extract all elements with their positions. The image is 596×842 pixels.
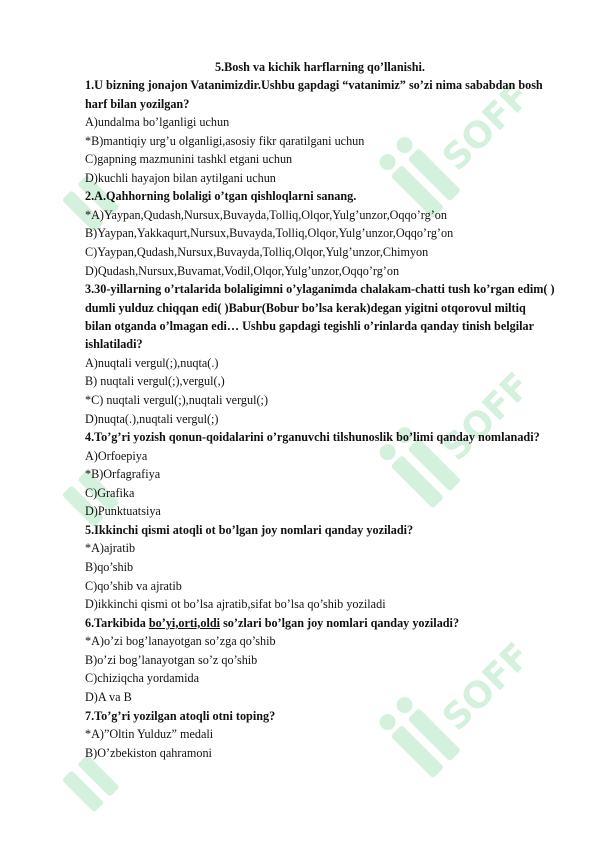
answer-option: C)Grafika: [85, 485, 135, 500]
answer-option: *B)Orfagrafiya: [85, 467, 161, 482]
document-title: 5.Bosh va kichik harflarning qo’llanishi.: [215, 60, 425, 74]
answer-option: *C) nuqtali vergul(;),nuqtali vergul(;): [85, 392, 269, 407]
svg-text:SOFF: SOFF: [434, 365, 539, 470]
answer-option: *B)mantiqiy urg’u olganligi,asosiy fikr qaratilgani uchun: [85, 133, 365, 148]
answer-option: C)gapning mazmunini tashkl etgani uchun: [85, 152, 293, 167]
question-block: [85, 614, 555, 707]
question-block: [85, 707, 555, 763]
document-page: [85, 58, 555, 762]
answer-option: B)O’zbekiston qahramoni: [85, 745, 212, 760]
question-text: 3.30-yillarning o’rtalarida bolaligimni o’ylaganimda chalakam-chatti tush ko’rgan edim( ) dumli yulduz chiqqan edi( )Babur(Bobur bo’lsa kerak)degan yigitni otqorovul miltiq bilan otganda o’lmagan edi… Ushbu gapdagi tegishli o’rinlarda qanday tinish belgilar ishlatiladi?: [85, 282, 555, 352]
answer-option: D)ikkinchi qismi ot bo’lsa ajratib,sifat bo’lsa qo’shib yoziladi: [85, 597, 386, 612]
answer-option: D)A va B: [85, 689, 132, 704]
question-text: 4.To’g’ri yozish qonun-qoidalarini o’rganuvchi tilshunoslik bo’limi qanday nomlanadi?: [85, 430, 540, 445]
question-text: 1.U bizning jonajon Vatanimizdir.Ushbu gapdagi “vatanimiz” so’zi nima sababdan bosh harf bilan yozilgan?: [85, 78, 543, 111]
question-text: 7.To’g’ri yozilgan atoqli otni toping?: [85, 708, 276, 723]
question-block: [85, 76, 555, 187]
answer-option: D)Qudash,Nursux,Buvamat,Vodil,Olqor,Yulg’unzor,Oqqo’rg’on: [85, 263, 400, 278]
question-text-pre: 6.Tarkibida: [85, 615, 149, 630]
answer-option: A)undalma bo’lganligi uchun: [85, 115, 230, 130]
answer-option: *A)”Oltin Yulduz” medali: [85, 726, 214, 741]
question-block: [85, 428, 555, 521]
question-text: [85, 614, 555, 632]
question-text: 5.Ikkinchi qismi atoqli ot bo’lgan joy nomlari qanday yoziladi?: [85, 522, 414, 537]
answer-option: C)qo’shib va ajratib: [85, 578, 182, 593]
question-block: [85, 187, 555, 280]
answer-option: *A)o’zi bog’lanayotgan so’zga qo’shib: [85, 634, 276, 649]
answer-option: D)kuchli hayajon bilan aytilgani uchun: [85, 170, 276, 185]
underlined-words: bo’yi,orti,oldi: [148, 615, 221, 630]
question-block: [85, 280, 555, 428]
question-text-post: so’zlari bo’lgan joy nomlari qanday yoziladi?: [220, 615, 460, 630]
answer-option: B)qo’shib: [85, 559, 134, 574]
answer-option: B)o’zi bog’lanayotgan so’z qo’shib: [85, 652, 258, 667]
answer-option: C)chiziqcha yordamida: [85, 671, 200, 686]
answer-option: B) nuqtali vergul(;),vergul(,): [85, 374, 225, 389]
answer-option: A)nuqtali vergul(;),nuqta(.): [85, 355, 219, 370]
svg-text:SOFF: SOFF: [434, 635, 539, 740]
answer-option: D)nuqta(.),nuqtali vergul(;): [85, 411, 219, 426]
answer-option: C)Yaypan,Qudash,Nursux,Buvayda,Tolliq,Olqor,Yulg’unzor,Chimyon: [85, 244, 429, 259]
svg-text:SOFF: SOFF: [434, 75, 539, 180]
answer-option: *A)ajratib: [85, 541, 136, 556]
answer-option: *A)Yaypan,Qudash,Nursux,Buvayda,Tolliq,Olqor,Yulg’unzor,Oqqo’rg’on: [85, 207, 447, 222]
question-block: [85, 521, 555, 614]
answer-option: A)Orfoepiya: [85, 448, 148, 463]
question-text: 2.A.Qahhorning bolaligi o’tgan qishloqlarni sanang.: [85, 189, 357, 204]
answer-option: D)Punktuatsiya: [85, 504, 161, 519]
answer-option: B)Yaypan,Yakkaqurt,Nursux,Buvayda,Tolliq,Olqor,Yulg’unzor,Oqqo’rg’on: [85, 226, 454, 241]
